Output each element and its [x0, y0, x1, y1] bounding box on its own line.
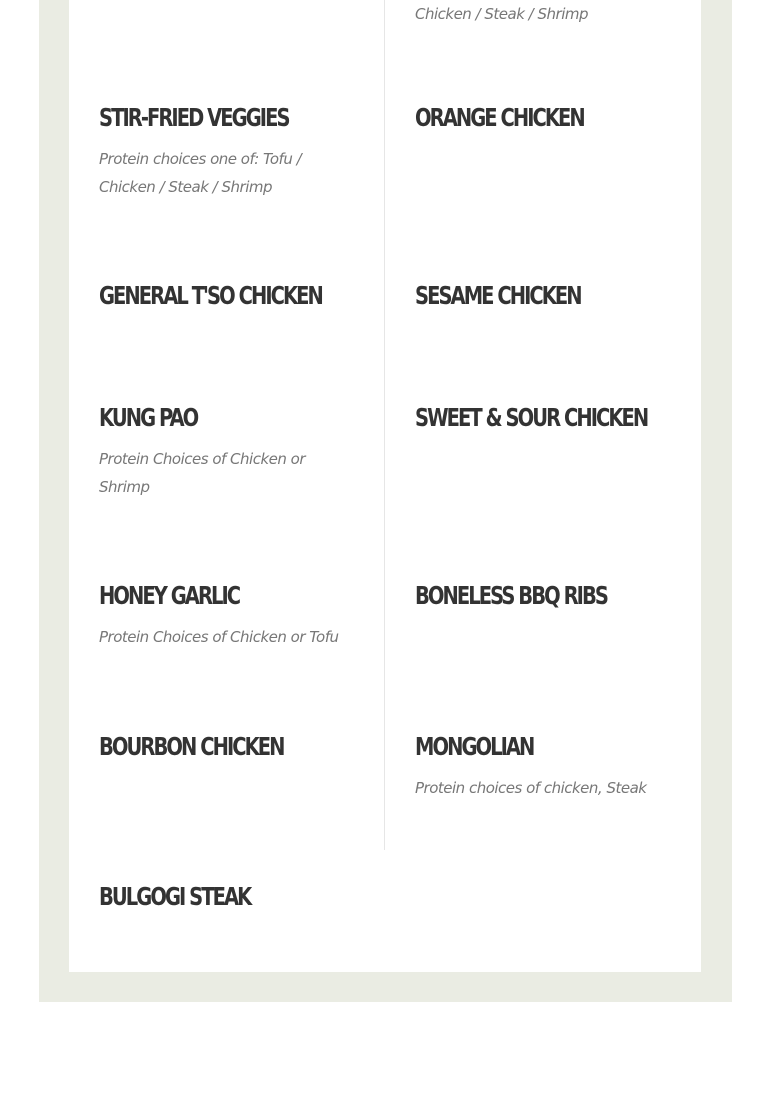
menu-item-orange-chicken — [415, 103, 675, 133]
menu-item-title: BULGOGI STEAK — [99, 882, 251, 911]
menu-item-description: Protein Choices of Chicken or Tofu — [99, 628, 339, 646]
menu-item-title: GENERAL T'SO CHICKEN — [99, 281, 322, 310]
menu-item-title: KUNG PAO — [99, 403, 198, 432]
menu-item-stir-fried-veggies — [99, 103, 359, 201]
menu-item-bourbon-chicken — [99, 732, 359, 762]
menu-item-sesame-chicken — [415, 281, 675, 311]
menu-item-sweet-sour-chicken — [415, 403, 675, 433]
menu-item-title: MONGOLIAN — [415, 732, 534, 761]
menu-item-description: Protein choices of chicken, Steak — [415, 779, 647, 797]
menu-item-kung-pao — [99, 403, 359, 501]
menu-item-title: BOURBON CHICKEN — [99, 732, 284, 761]
menu-item-description: Chicken / Steak / Shrimp — [415, 5, 589, 23]
menu-item-title: BONELESS BBQ RIBS — [415, 581, 607, 610]
menu-item-title: STIR-FRIED VEGGIES — [99, 103, 289, 132]
menu-item-title: ORANGE CHICKEN — [415, 103, 584, 132]
menu-item-title: SWEET & SOUR CHICKEN — [415, 403, 648, 432]
menu-item-general-tso-chicken — [99, 281, 359, 311]
menu-item-description: Protein choices one of: Tofu / Chicken / Steak / Shrimp — [99, 150, 302, 196]
menu-item-boneless-bbq-ribs — [415, 581, 675, 611]
menu-item-bulgogi-steak — [99, 882, 659, 912]
menu-item-mongolian — [415, 732, 675, 802]
menu-item-title: SESAME CHICKEN — [415, 281, 581, 310]
column-divider — [384, 0, 385, 850]
menu-item-title: HONEY GARLIC — [99, 581, 240, 610]
menu-item-description: Protein Choices of Chicken or Shrimp — [99, 450, 305, 496]
menu-item-honey-garlic — [99, 581, 359, 651]
